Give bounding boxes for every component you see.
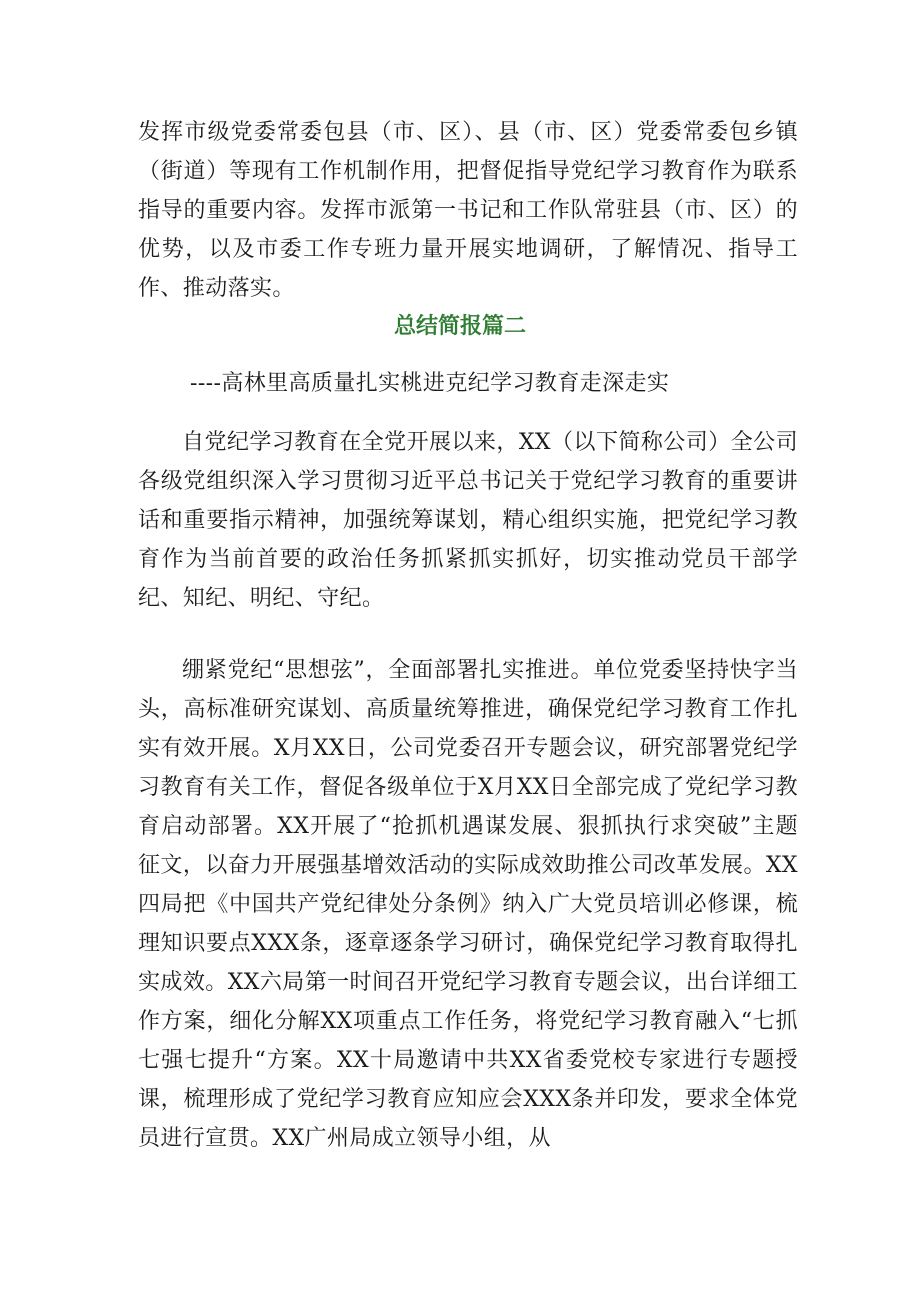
paragraph-1: 发挥市级党委常委包县（市、区）、县（市、区）党委常委包乡镇（街道）等现有工作机制作用，把督促指导党纪学习教育作为联系指导的重要内容。发挥市派第一书记和工作队常驻县（市、区）的优势，以及市委工作专班力量开展实地调研，了解情况、指导工作、推动落实。 (138, 120, 798, 301)
paragraph-2: 自党纪学习教育在全党开展以来，XX（以下简称公司）全公司各级党组织深入学习贯彻习近平总书记关于党纪学习教育的重要讲话和重要指示精神，加强统筹谋划，精心组织实施，把党纪学习教育作为当前首要的政治任务抓紧抓实抓好，切实推动党员干部学纪、知纪、明纪、守纪。 (138, 430, 798, 611)
section-subtitle: ----高林里高质量扎实桃进克纪学习教育走深走实 (190, 371, 670, 396)
section-heading: 总结简报篇二 (393, 313, 526, 339)
paragraph-3: 绷紧党纪“思想弦”，全面部署扎实推进。单位党委坚持快字当头，高标准研究谋划、高质量统筹推进，确保党纪学习教育工作扎实有效开展。X月XX日，公司党委召开专题会议，研究部署党纪学习教育有关工作，督促各级单位于X月XX日全部完成了党纪学习教育启动部署。XX开展了“抢抓机遇谋发展、狠抓执行求突破”主题征文，以奋力开展强基增效活动的实际成效助推公司改革发展。XX四局把《中国共产党纪律处分条例》纳入广大党员培训必修课，梳理知识要点XXX条，逐章逐条学习研讨，确保党纪学习教育取得扎实成效。XX六局第一时间召开党纪学习教育专题会议，出台详细工作方案，细化分解XX项重点工作任务，将党纪学习教育融入“七抓七强七提升“方案。XX十局邀请中共XX省委党校专家进行专题授课，梳理形成了党纪学习教育应知应会XXX条并印发，要求全体党员进行宣贯。XX广州局成立领导小组，从 (138, 658, 798, 1151)
